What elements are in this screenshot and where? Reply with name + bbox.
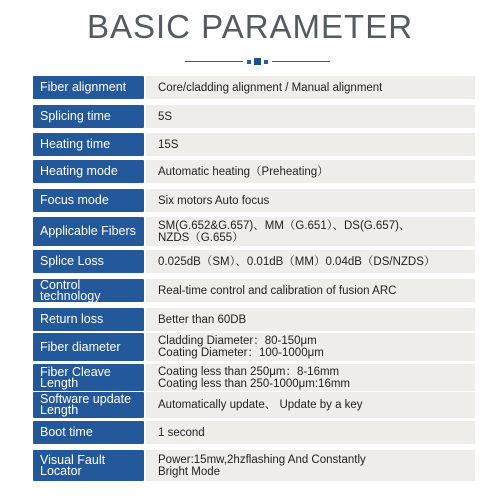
row-label: Control technology — [33, 279, 144, 302]
row-value — [146, 421, 475, 444]
table-row — [33, 160, 475, 183]
row-value-text: Coating less than 250μm：8-16mm Coating less than 250-1000μm:16mm — [158, 365, 351, 390]
row-value-text: SM(G.652&G.657)、MM（G.651）、DS(G.657)、 NZDS（G.655） — [158, 219, 411, 244]
page-title: BASIC PARAMETER — [86, 8, 414, 45]
table-row — [33, 308, 475, 331]
table-row — [33, 105, 475, 128]
divider-dot-right — [264, 60, 268, 64]
row-value — [146, 76, 475, 99]
row-label: Fiber alignment — [33, 76, 144, 99]
row-value-text: Six motors Auto focus — [158, 194, 270, 207]
table-row — [33, 189, 475, 212]
table-row — [33, 279, 475, 302]
table-row — [33, 450, 475, 481]
row-value — [146, 217, 475, 246]
row-value-text: Better than 60DB — [158, 313, 247, 326]
row-label: Heating time — [33, 133, 144, 156]
divider-line-right — [272, 61, 330, 62]
row-value — [146, 279, 475, 302]
row-label: Splice Loss — [33, 250, 144, 273]
row-value-text: 15S — [158, 138, 179, 151]
table-row — [33, 333, 475, 361]
table-row — [33, 392, 475, 418]
row-value — [146, 333, 475, 361]
row-label: Focus mode — [33, 189, 144, 212]
row-value — [146, 105, 475, 128]
title-divider — [0, 58, 500, 66]
row-label: Heating mode — [33, 160, 144, 183]
row-value-text: Cladding Diameter：80-150μm Coating Diameter：100-1000μm — [158, 335, 324, 359]
row-value-text: Automatic heating（Preheating） — [158, 165, 329, 178]
row-value-text: Power:15mw,2hzflashing And Constantly Bright Mode — [158, 453, 366, 478]
row-value — [146, 250, 475, 273]
divider-dot-center — [254, 58, 261, 65]
table-row — [33, 217, 475, 246]
row-value-text: Real-time control and calibration of fusion ARC — [158, 284, 397, 297]
divider-line-left — [185, 61, 243, 62]
table-row — [33, 133, 475, 156]
divider-dot-left — [247, 60, 251, 64]
row-label: Boot time — [33, 421, 144, 444]
row-label: Software update Length — [33, 392, 144, 418]
row-value — [146, 160, 475, 183]
row-value-text: 5S — [158, 110, 173, 123]
row-value — [146, 308, 475, 331]
row-value — [146, 133, 475, 156]
row-value — [146, 364, 475, 391]
row-value-text: Core/cladding alignment / Manual alignment — [158, 81, 383, 94]
row-label: Visual Fault Locator — [33, 450, 144, 481]
row-label: Fiber Cleave Length — [33, 364, 144, 391]
row-value-text: 0.025dB（SM）、0.01dB（MM）0.04dB（DS/NZDS） — [158, 255, 436, 268]
row-value — [146, 189, 475, 212]
table-row — [33, 250, 475, 273]
table-row — [33, 76, 475, 99]
row-value — [146, 450, 475, 481]
row-label: Applicable Fibers — [33, 217, 144, 246]
row-label: Return loss — [33, 308, 144, 331]
table-row — [33, 421, 475, 444]
row-value-text: Automatically update、 Update by a key — [158, 399, 363, 411]
row-label: Fiber diameter — [33, 333, 144, 361]
row-value — [146, 392, 475, 418]
table-row — [33, 364, 475, 391]
row-value-text: 1 second — [158, 426, 205, 439]
row-label: Splicing time — [33, 105, 144, 128]
